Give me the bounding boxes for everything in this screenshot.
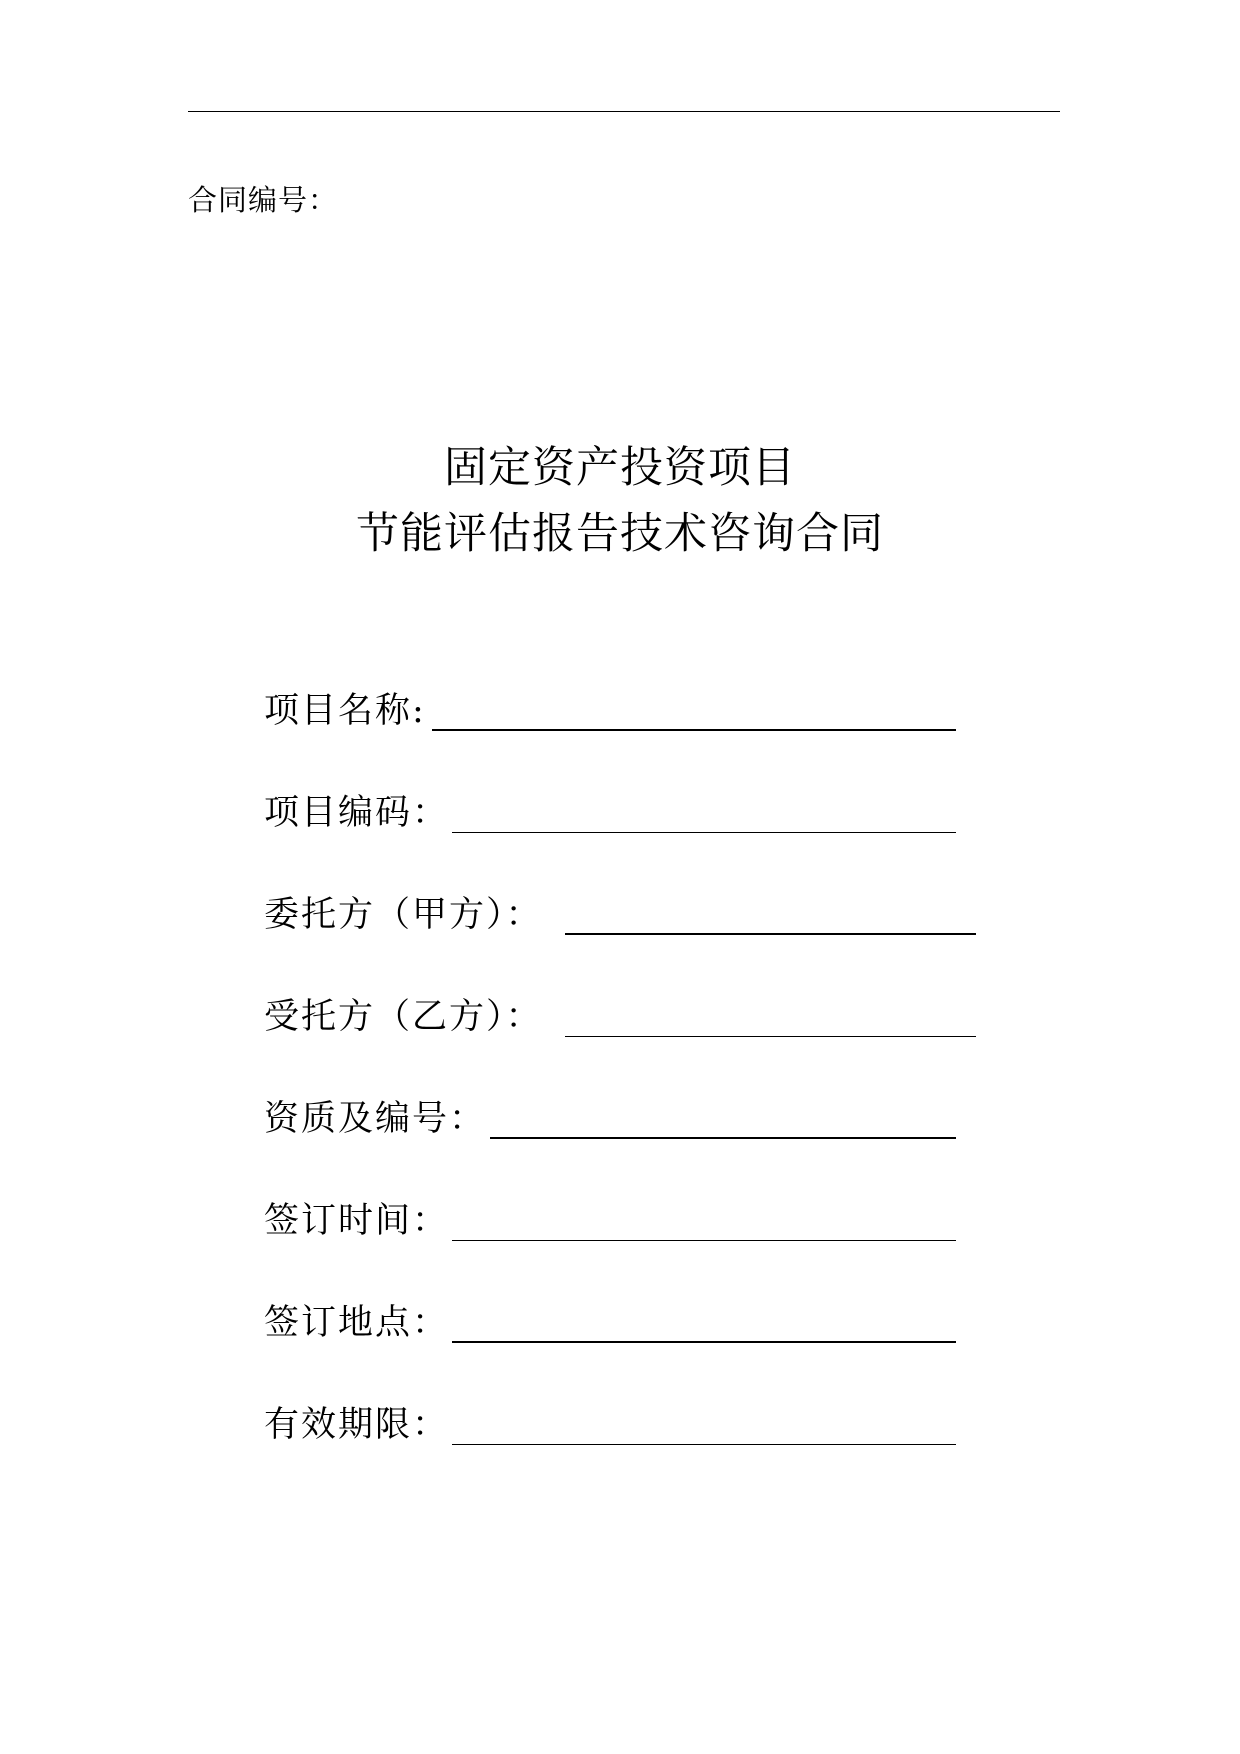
field-label: 签订时间： xyxy=(264,1201,450,1241)
project-code-blank-line[interactable] xyxy=(452,832,956,833)
contractor-party-b-blank-line[interactable] xyxy=(565,1036,976,1037)
field-label: 签订地点： xyxy=(264,1303,450,1343)
field-label: 项目编码： xyxy=(264,793,450,833)
project-name-blank-line[interactable] xyxy=(432,729,956,731)
field-label: 项目名称: xyxy=(264,691,426,731)
field-contractor-party-b xyxy=(264,991,1024,1041)
field-label: 资质及编号： xyxy=(264,1099,487,1139)
validity-period-blank-line[interactable] xyxy=(452,1444,956,1445)
field-project-code xyxy=(264,787,1024,837)
document-title-line-2: 节能评估报告技术咨询合同 xyxy=(356,509,884,559)
client-party-a-blank-line[interactable] xyxy=(565,933,976,935)
field-label: 有效期限： xyxy=(264,1405,450,1445)
field-label: 受托方（乙方）： xyxy=(264,997,543,1037)
signing-place-blank-line[interactable] xyxy=(452,1341,956,1343)
field-client-party-a xyxy=(264,889,1024,939)
field-validity-period xyxy=(264,1399,1024,1449)
field-project-name xyxy=(264,685,1024,735)
header-rule xyxy=(188,111,1060,112)
field-qualification-number xyxy=(264,1093,1024,1143)
field-signing-date xyxy=(264,1195,1024,1245)
field-label: 委托方（甲方）： xyxy=(264,895,543,935)
qualification-number-blank-line[interactable] xyxy=(490,1137,956,1139)
field-signing-place xyxy=(264,1297,1024,1347)
document-title-line-1: 固定资产投资项目 xyxy=(444,443,796,493)
contract-number-label: 合同编号： xyxy=(188,183,339,217)
signing-date-blank-line[interactable] xyxy=(452,1240,956,1241)
